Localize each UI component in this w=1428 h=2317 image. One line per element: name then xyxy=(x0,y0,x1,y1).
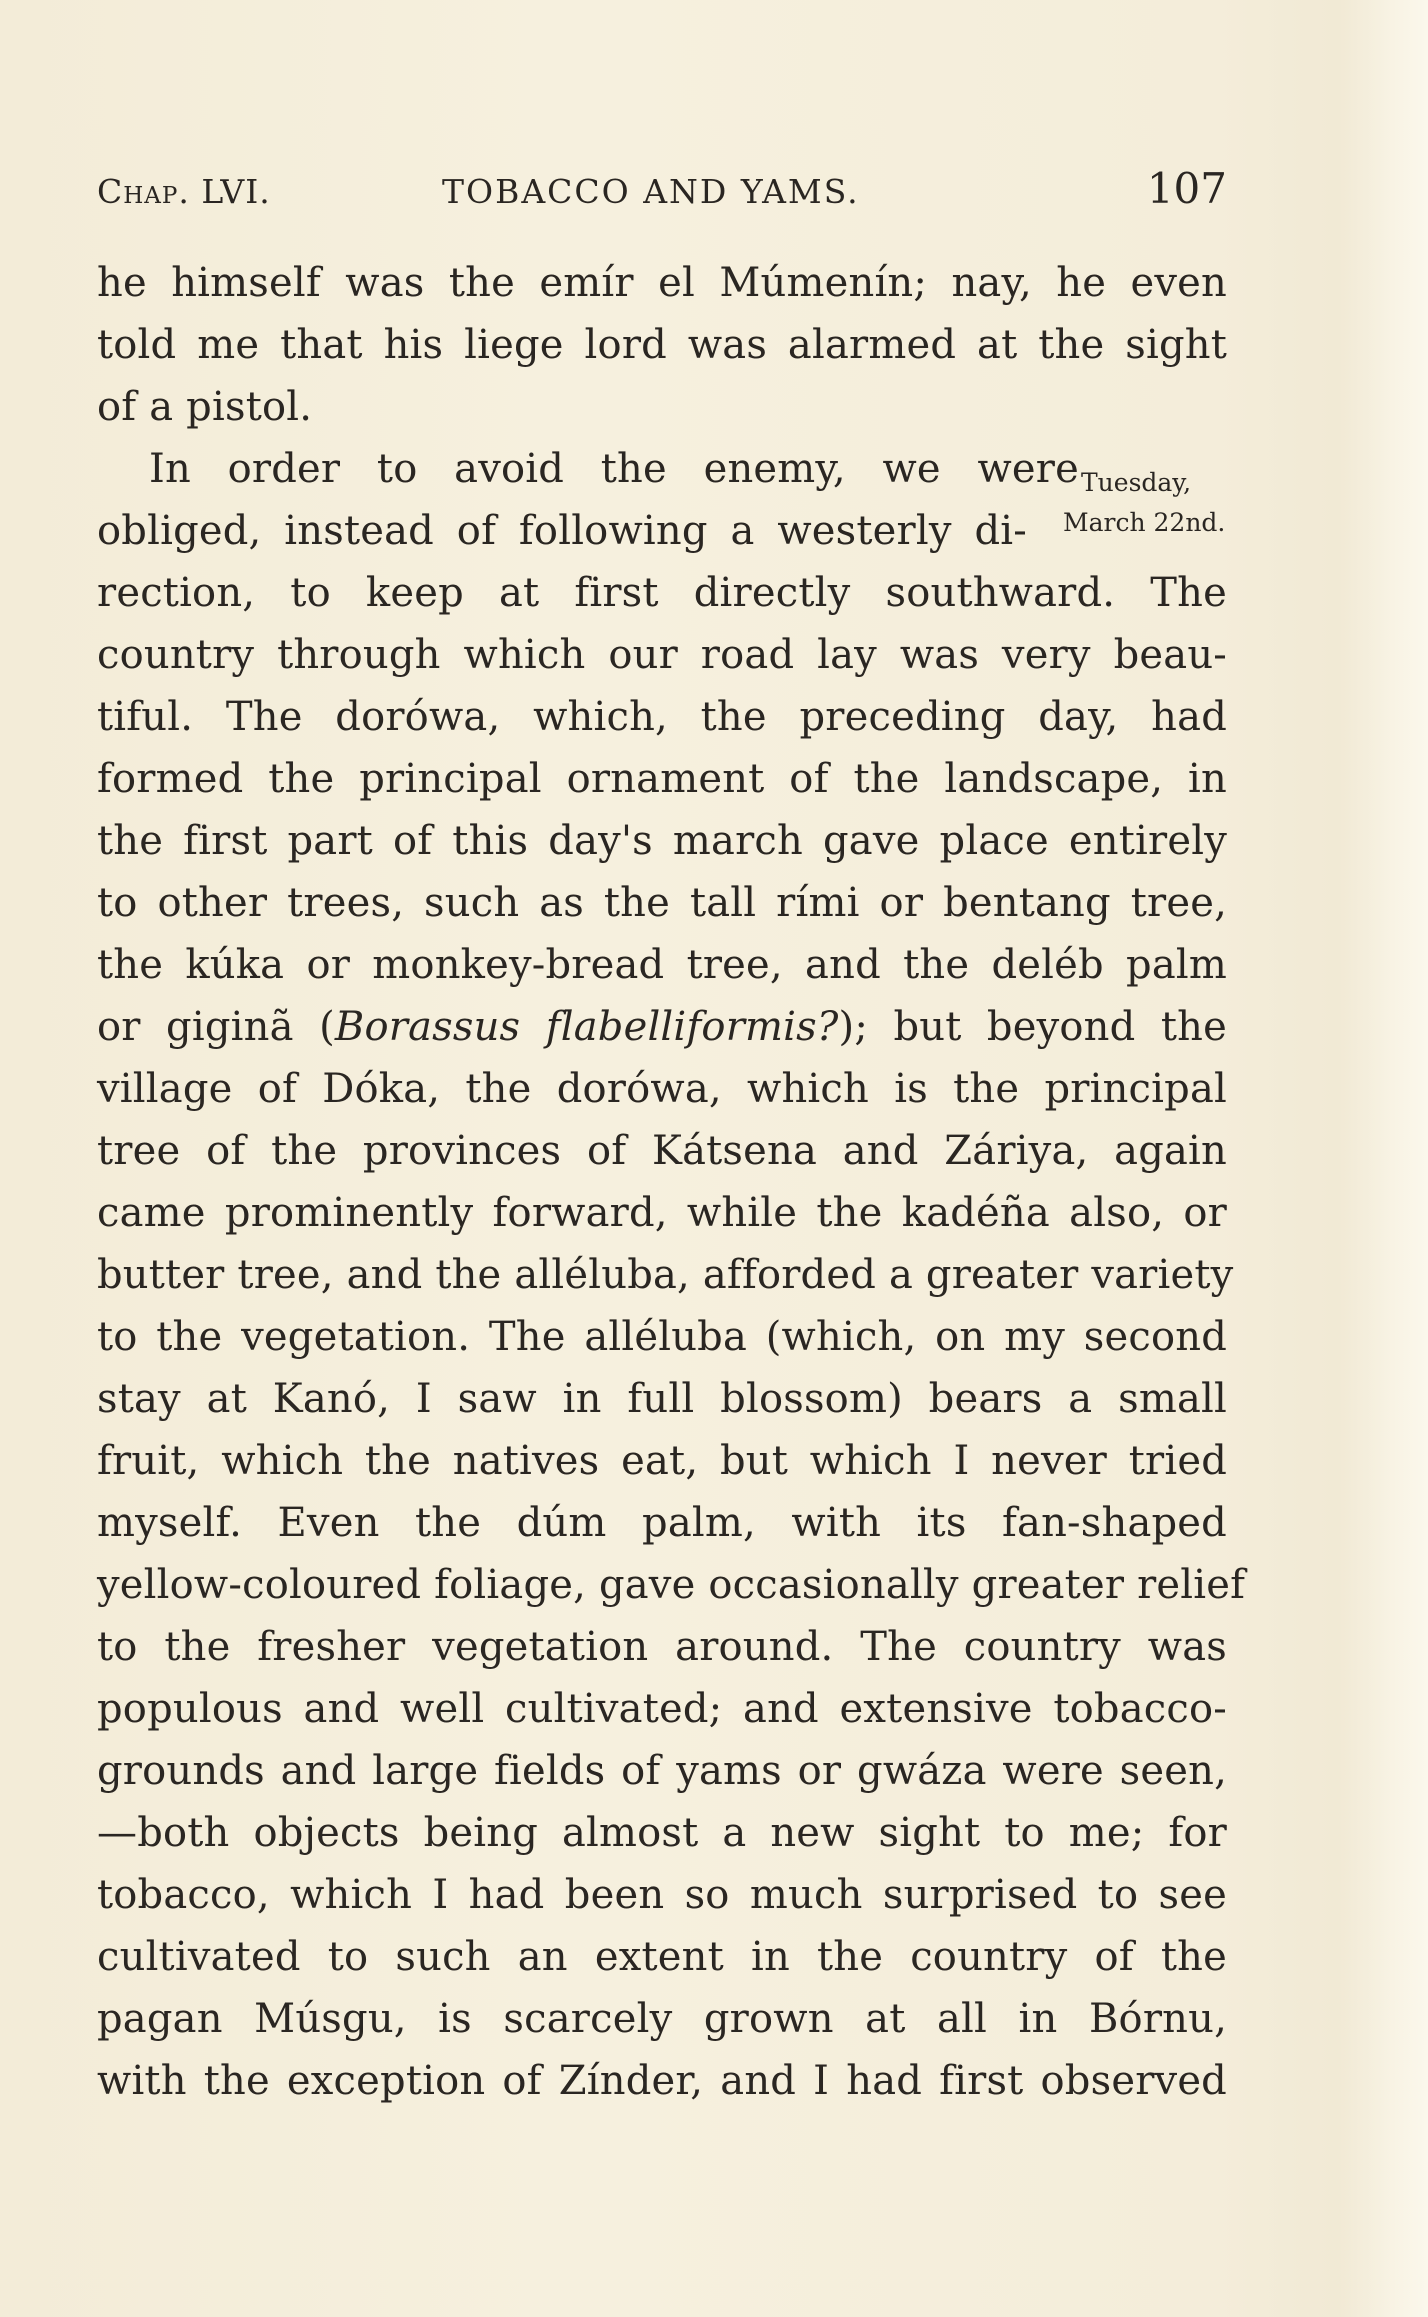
text-line: with the exception of Zínder, and I had first observed xyxy=(97,2058,1227,2104)
text-line: village of Dóka, the dorówa, which is the principal xyxy=(97,1066,1227,1112)
text-line: came prominently forward, while the kadéña also, or xyxy=(97,1190,1227,1236)
margin-note-date: March 22nd. xyxy=(1063,508,1226,537)
text-line: yellow-coloured foliage, gave occasionally greater relief xyxy=(97,1562,1246,1608)
text-line: In order to avoid the enemy, we were xyxy=(149,446,1079,492)
species-name: Borassus flabelliformis? xyxy=(334,1004,839,1050)
running-head xyxy=(97,160,1227,220)
text-line: to the vegetation. The alléluba (which, on my second xyxy=(97,1314,1227,1360)
text-line: cultivated to such an extent in the country of the xyxy=(97,1934,1227,1980)
text-line: of a pistol. xyxy=(97,384,313,430)
text-line: he himself was the emír el Múmenín; nay, he even xyxy=(97,260,1227,306)
body-text xyxy=(97,252,1246,2112)
text-line: stay at Kanó, I saw in full blossom) bears a small xyxy=(97,1376,1227,1422)
text-line: populous and well cultivated; and extensive tobacco- xyxy=(97,1686,1227,1732)
text-line: rection, to keep at first directly southward. The xyxy=(97,570,1227,616)
text-line: obliged, instead of following a westerly di- xyxy=(97,508,1027,554)
text-fragment: or giginã ( xyxy=(97,1004,335,1050)
text-fragment: ); but beyond the xyxy=(838,1004,1227,1050)
text-line: to other trees, such as the tall rími or bentang tree, xyxy=(97,880,1227,926)
text-line: to the fresher vegetation around. The country was xyxy=(97,1624,1227,1670)
text-line: tiful. The dorówa, which, the preceding day, had xyxy=(97,694,1227,740)
text-line: formed the principal ornament of the landscape, in xyxy=(97,756,1227,802)
text-line: tobacco, which I had been so much surprised to see xyxy=(97,1872,1227,1918)
running-title: TOBACCO AND YAMS. xyxy=(442,172,860,211)
page-edge-shading xyxy=(1338,0,1428,2317)
text-line: grounds and large fields of yams or gwáza were seen, xyxy=(97,1748,1227,1794)
text-line-with-italic xyxy=(97,996,1227,1058)
margin-note-day: Tuesday, xyxy=(1081,468,1192,497)
text-line: country through which our road lay was very beau- xyxy=(97,632,1227,678)
text-line: pagan Músgu, is scarcely grown at all in Bórnu, xyxy=(97,1996,1227,2042)
text-line: myself. Even the dúm palm, with its fan-shaped xyxy=(97,1500,1227,1546)
text-line: butter tree, and the alléluba, afforded a greater variety xyxy=(97,1252,1234,1298)
text-line: —both objects being almost a new sight to me; for xyxy=(97,1810,1227,1856)
text-line: the kúka or monkey-bread tree, and the deléb palm xyxy=(97,942,1227,988)
text-line: told me that his liege lord was alarmed at the sight xyxy=(97,322,1227,368)
chapter-label: Chap. LVI. xyxy=(97,172,271,211)
page-number: 107 xyxy=(1146,164,1227,213)
text-line: fruit, which the natives eat, but which I never tried xyxy=(97,1438,1227,1484)
text-line: tree of the provinces of Kátsena and Záriya, again xyxy=(97,1128,1227,1174)
text-line: the first part of this day's march gave place entirely xyxy=(97,818,1227,864)
